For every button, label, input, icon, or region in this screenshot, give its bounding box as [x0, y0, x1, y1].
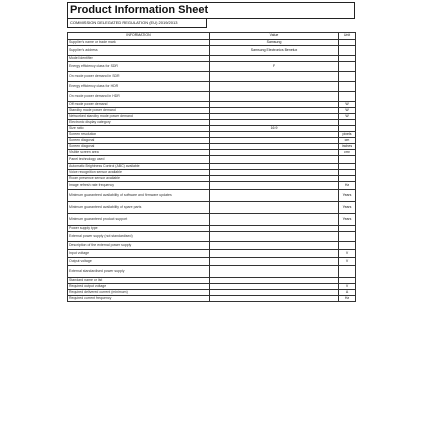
- row-unit: inches: [339, 144, 356, 150]
- column-header-value: Value: [210, 33, 339, 40]
- row-unit: [339, 156, 356, 164]
- table-row: [68, 232, 356, 242]
- table-row: [68, 258, 356, 266]
- row-unit: [339, 92, 356, 102]
- row-label: Required delivered current (minimum): [68, 290, 210, 296]
- row-label: Visible screen area: [68, 150, 210, 156]
- row-label: Input voltage: [68, 250, 210, 258]
- table-row: [68, 92, 356, 102]
- table-header-row: [68, 33, 356, 40]
- column-header-information: INFORMATION: [68, 33, 210, 40]
- row-unit: cm: [339, 138, 356, 144]
- row-value: [210, 214, 339, 226]
- row-unit: Years: [339, 214, 356, 226]
- row-label: Networked standby mode power demand: [68, 114, 210, 120]
- table-row: [68, 156, 356, 164]
- row-label: External power supply (not standardised): [68, 232, 210, 242]
- row-value: [210, 92, 339, 102]
- row-unit: Years: [339, 190, 356, 202]
- row-unit: V: [339, 258, 356, 266]
- row-value: [210, 296, 339, 302]
- row-label: Supplier's name or trade mark: [68, 40, 210, 46]
- row-unit: W: [339, 102, 356, 108]
- row-value: [210, 258, 339, 266]
- row-unit: [339, 46, 356, 56]
- row-unit: cm²: [339, 150, 356, 156]
- row-label: Voice recognition sensor available: [68, 170, 210, 176]
- row-label: Energy efficiency class for SDR: [68, 62, 210, 72]
- row-value: [210, 202, 339, 214]
- table-row: [68, 296, 356, 302]
- row-label: Image refresh rate frequency: [68, 182, 210, 190]
- row-label: Panel technology used: [68, 156, 210, 164]
- sheet-title: Product Information Sheet: [67, 2, 355, 19]
- row-value: [210, 266, 339, 278]
- regulation-subtitle: COMMISSION DELEGATED REGULATION (EU) 2019/2013: [67, 19, 207, 28]
- row-value: [210, 250, 339, 258]
- row-unit: pixels: [339, 132, 356, 138]
- row-label: Power supply type: [68, 226, 210, 232]
- table-row: [68, 250, 356, 258]
- row-value: [210, 82, 339, 92]
- table-row: [68, 72, 356, 82]
- row-value: [210, 242, 339, 250]
- row-label: Model identifier: [68, 56, 210, 62]
- row-unit: [339, 72, 356, 82]
- row-label: On mode power demand in SDR: [68, 72, 210, 82]
- row-label: Screen diagonal: [68, 138, 210, 144]
- row-label: Required output voltage: [68, 284, 210, 290]
- row-value: 16:9: [210, 126, 339, 132]
- row-label: Standard name or list: [68, 278, 210, 284]
- row-label: Off mode power demand: [68, 102, 210, 108]
- row-value: Samsung Electronics Benelux: [210, 46, 339, 56]
- row-value: Samsung: [210, 40, 339, 46]
- row-value: F: [210, 62, 339, 72]
- row-label: Screen diagonal: [68, 144, 210, 150]
- row-label: Minimum guaranteed product support: [68, 214, 210, 226]
- row-unit: [339, 242, 356, 250]
- row-label: Description of the external power supply: [68, 242, 210, 250]
- row-label: Minimum guaranteed availability of spare parts: [68, 202, 210, 214]
- table-row: [68, 202, 356, 214]
- row-label: Energy efficiency class for HDR: [68, 82, 210, 92]
- row-unit: A: [339, 290, 356, 296]
- row-label: On mode power demand in HDR: [68, 92, 210, 102]
- row-label: Output voltage: [68, 258, 210, 266]
- row-unit: Hz: [339, 182, 356, 190]
- row-unit: [339, 266, 356, 278]
- row-unit: [339, 82, 356, 92]
- row-unit: Hz: [339, 296, 356, 302]
- row-label: Size ratio: [68, 126, 210, 132]
- information-table: [67, 32, 356, 302]
- table-row: [68, 62, 356, 72]
- row-value: [210, 156, 339, 164]
- table-row: [68, 82, 356, 92]
- table-row: [68, 182, 356, 190]
- table-row: [68, 242, 356, 250]
- row-unit: [339, 232, 356, 242]
- row-label: Standby mode power demand: [68, 108, 210, 114]
- row-unit: Years: [339, 202, 356, 214]
- row-label: Minimum guaranteed availability of software and firmware updates: [68, 190, 210, 202]
- table-row: [68, 46, 356, 56]
- row-value: [210, 232, 339, 242]
- row-unit: W: [339, 108, 356, 114]
- row-value: [210, 182, 339, 190]
- table-row: [68, 190, 356, 202]
- row-value: [210, 72, 339, 82]
- row-label: Room presence sensor available: [68, 176, 210, 182]
- column-header-unit: Unit: [339, 33, 356, 40]
- row-unit: V: [339, 250, 356, 258]
- row-value: [210, 190, 339, 202]
- row-label: Screen resolution: [68, 132, 210, 138]
- row-label: External standardised power supply: [68, 266, 210, 278]
- row-label: Automatic Brightness Control (ABC) available: [68, 164, 210, 170]
- row-unit: V: [339, 284, 356, 290]
- table-row: [68, 214, 356, 226]
- row-label: Electronic display category: [68, 120, 210, 126]
- table-row: [68, 266, 356, 278]
- row-unit: W: [339, 114, 356, 120]
- row-unit: [339, 62, 356, 72]
- row-label: Supplier's address: [68, 46, 210, 56]
- row-label: Required current frequency: [68, 296, 210, 302]
